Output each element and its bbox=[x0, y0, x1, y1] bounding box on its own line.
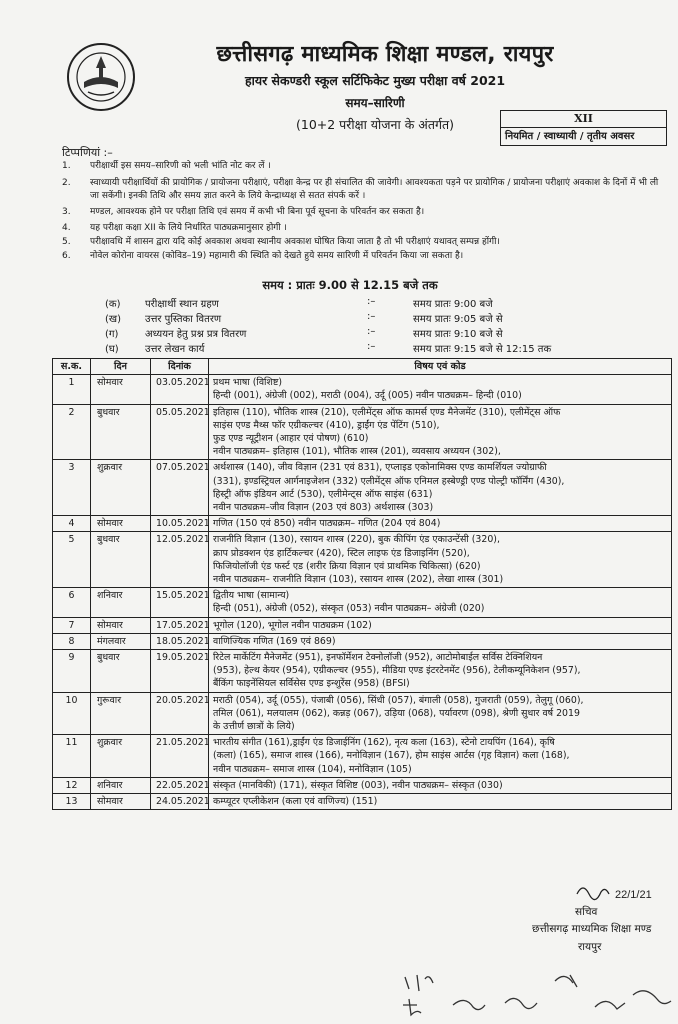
header-date: दिनांक bbox=[151, 359, 209, 375]
cell-day: सोमवार bbox=[91, 794, 151, 810]
subject-line: कम्प्यूटर एप्लीकेशन (कला एवं वाणिज्य) (151) bbox=[213, 796, 378, 808]
header-subject: विषय एवं कोड bbox=[209, 359, 672, 375]
schedule-activity: अध्ययन हेतु प्रश्न प्रत्र वितरण bbox=[145, 329, 247, 340]
cell-subjects bbox=[209, 617, 672, 633]
cell-sn: 5 bbox=[53, 532, 91, 588]
class-label: XII bbox=[501, 111, 666, 128]
table-row bbox=[53, 588, 672, 617]
subject-line: भारतीय संगीत (161),ड्राईंग एंड डिजाईनिंग (162), नृत्य कला (163), स्टेनो टायपिंग (164), कृषि bbox=[213, 737, 555, 749]
signature-date: 22/1/21 bbox=[615, 889, 652, 901]
schedule-label: (ग) bbox=[105, 329, 119, 340]
cell-date: 24.05.2021 bbox=[151, 794, 209, 810]
table-row bbox=[53, 532, 672, 588]
subject-line: प्रथम भाषा (विशिष्ट) bbox=[213, 377, 282, 389]
header-day: दिन bbox=[91, 359, 151, 375]
cell-day: सोमवार bbox=[91, 516, 151, 532]
schedule-time: समय प्रातः 9:15 बजे से 12:15 तक bbox=[413, 344, 552, 355]
table-row bbox=[53, 617, 672, 633]
table-row bbox=[53, 650, 672, 693]
table-header-row bbox=[53, 359, 672, 375]
note-number: 3. bbox=[62, 207, 71, 217]
cell-sn: 12 bbox=[53, 777, 91, 793]
exam-time: समय : प्रातः 9.00 से 12.15 बजे तक bbox=[262, 278, 438, 292]
subject-line: नवीन पाठ्यक्रम– समाज शास्त्र (104), मनोविज्ञान (105) bbox=[213, 763, 412, 775]
cell-sn: 4 bbox=[53, 516, 91, 532]
table-row bbox=[53, 794, 672, 810]
subject-line: नवीन पाठ्यक्रम– राजनीति विज्ञान (103), रसायन शास्त्र (202), लेखा शास्त्र (301) bbox=[213, 574, 504, 586]
table-row bbox=[53, 633, 672, 649]
cell-date: 19.05.2021 bbox=[151, 650, 209, 693]
exam-subtitle: हायर सेकण्डरी स्कूल सर्टिफिकेट मुख्य परीक्षा वर्ष 2021 bbox=[244, 73, 506, 88]
cell-date: 15.05.2021 bbox=[151, 588, 209, 617]
subject-line: नवीन पाठ्यक्रम–जीव विज्ञान (203 एवं 803) अर्थशास्त्र (303) bbox=[213, 502, 434, 514]
board-title: छत्तीसगढ़ माध्यमिक शिक्षा मण्डल, रायपुर bbox=[216, 42, 554, 67]
subject-line: साइंस एण्ड मैथ्स फॉर एग्रीकल्चर (410), ड्राईंग एंड पेंटिंग (510), bbox=[213, 419, 440, 431]
cell-date: 20.05.2021 bbox=[151, 692, 209, 735]
schedule-label: (ख) bbox=[105, 314, 121, 325]
subject-line: हिन्दी (001), अंग्रेजी (002), मराठी (004), उर्दू (005) नवीन पाठ्यक्रम– हिन्दी (010) bbox=[213, 390, 522, 402]
cell-sn: 13 bbox=[53, 794, 91, 810]
cell-sn: 2 bbox=[53, 404, 91, 460]
cell-subjects bbox=[209, 692, 672, 735]
subject-line: हिन्दी (051), अंग्रेजी (052), संस्कृत (053) नवीन पाठ्यक्रम– अंग्रेजी (020) bbox=[213, 603, 485, 615]
note-text: परीक्षावधि में शासन द्वारा यदि कोई अवकाश अथवा स्थानीय अवकाश घोषित किया जाता है तो भी परीक्षाएं यथावत् सम्पन्न होंगी। bbox=[90, 237, 500, 247]
cell-sn: 7 bbox=[53, 617, 91, 633]
cell-date: 12.05.2021 bbox=[151, 532, 209, 588]
signature-mark bbox=[575, 880, 675, 904]
cell-subjects bbox=[209, 460, 672, 516]
table-row bbox=[53, 735, 672, 778]
subject-line: इतिहास (110), भौतिक शास्त्र (210), एलीमेंट्स ऑफ कामर्स एण्ड मैनेजमेंट (310), एलीमेंट्स ऑफ bbox=[213, 406, 561, 418]
cell-day: शनिवार bbox=[91, 777, 151, 793]
cell-subjects bbox=[209, 650, 672, 693]
cell-day: शुक्रवार bbox=[91, 735, 151, 778]
subject-line: बैंकिंग फाइनेंसियल सर्विसेस एण्ड इन्शुरेंस (958) (BFSI) bbox=[213, 678, 410, 690]
cell-date: 21.05.2021 bbox=[151, 735, 209, 778]
cell-subjects bbox=[209, 735, 672, 778]
note-text: नोवेल कोरोना वायरस (कोविड–19) महामारी की स्थिति को देखते हुये समय सारिणी में परिवर्तन किया जा सकता है। bbox=[90, 251, 464, 261]
notes-heading: टिप्पणियां :– bbox=[62, 146, 113, 159]
cell-date: 10.05.2021 bbox=[151, 516, 209, 532]
subject-line: वाणिज्यिक गणित (169 एवं 869) bbox=[213, 635, 336, 647]
table-row bbox=[53, 460, 672, 516]
subject-line: मराठी (054), उर्दू (055), पंजाबी (056), सिंधी (057), बंगाली (058), गुजराती (059), तेलुगू (060), bbox=[213, 694, 584, 706]
subject-line: नवीन पाठ्यक्रम– इतिहास (101), भौतिक शास्त्र (201), व्यवसाय अध्ययन (302), bbox=[213, 446, 501, 458]
cell-day: बुधवार bbox=[91, 404, 151, 460]
cell-subjects bbox=[209, 516, 672, 532]
cell-day: मंगलवार bbox=[91, 633, 151, 649]
subject-line: रिटेल मार्केटिंग मैनेजमेंट (951), इनफॉर्मेशन टेक्नोलॉजी (952), आटोमोबाईल सर्विस टेक्निशियन bbox=[213, 652, 543, 664]
schedule-sep: :– bbox=[367, 341, 376, 352]
schedule-row bbox=[105, 296, 625, 311]
note-text: स्वाध्यायी परीक्षार्थियों की प्रायोगिक / प्रायोजना परीक्षाएं, परीक्षा केन्द्र पर ही संचालित की जावेगी। आवश्यकता पड़ने पर प्रायोगिक / प्रायोजना परीक्षाएं अवकाश के दिनों में भी ली जा सकेंगी। इनकी तिथि और समय ज्ञात करने के लिये केन्द्राध्यक्ष से सतत संपर्क करें । bbox=[90, 178, 659, 201]
cell-date: 18.05.2021 bbox=[151, 633, 209, 649]
subject-line: क्राप प्रोडक्शन एंड हार्टिकल्चर (420), स्टिल लाइफ एंड डिजाइनिंग (520), bbox=[213, 547, 470, 559]
header-sn: स.क. bbox=[53, 359, 91, 375]
timetable-label: समय–सारिणी bbox=[345, 96, 405, 110]
cell-sn: 3 bbox=[53, 460, 91, 516]
subject-line: गणित (150 एवं 850) नवीन पाठ्यक्रम– गणित (204 एवं 804) bbox=[213, 518, 441, 530]
table-row bbox=[53, 777, 672, 793]
subject-line: फुड एण्ड न्यूट्रीशन (आहार एवं पोषण) (610) bbox=[213, 433, 369, 445]
note-text: परीक्षार्थी इस समय–सारिणी को भली भांति नोट कर लें । bbox=[90, 161, 271, 171]
cell-day: शुक्रवार bbox=[91, 460, 151, 516]
subject-line: राजनीति विज्ञान (130), रसायन शास्त्र (220), बुक कीपिंग एंड एकाउन्टेंसी (320), bbox=[213, 534, 500, 546]
schedule-row bbox=[105, 326, 625, 341]
note-number: 4. bbox=[62, 223, 71, 233]
subject-line: भूगोल (120), भूगोल नवीन पाठ्यक्रम (102) bbox=[213, 619, 372, 631]
table-row bbox=[53, 516, 672, 532]
table-body bbox=[53, 375, 672, 810]
schedule-time: समय प्रातः 9:00 बजे bbox=[413, 299, 493, 310]
schedule-time: समय प्रातः 9:10 बजे से bbox=[413, 329, 503, 340]
cell-date: 07.05.2021 bbox=[151, 460, 209, 516]
cell-sn: 10 bbox=[53, 692, 91, 735]
cell-sn: 1 bbox=[53, 375, 91, 404]
cell-subjects bbox=[209, 794, 672, 810]
subject-line: के उत्तीर्ण छात्रों के लिये) bbox=[213, 721, 295, 733]
cell-sn: 11 bbox=[53, 735, 91, 778]
note-number: 6. bbox=[62, 251, 71, 261]
cell-day: बुधवार bbox=[91, 650, 151, 693]
schedule-activity: परीक्षार्थी स्थान ग्रहण bbox=[145, 299, 219, 310]
cell-day: शनिवार bbox=[91, 588, 151, 617]
schedule-row bbox=[105, 341, 625, 356]
schedule-activity: उत्तर पुस्तिका वितरण bbox=[145, 314, 222, 325]
schedule-sep: :– bbox=[367, 296, 376, 307]
schedule-sep: :– bbox=[367, 326, 376, 337]
schedule-activity: उत्तर लेखन कार्य bbox=[145, 344, 205, 355]
cell-subjects bbox=[209, 777, 672, 793]
subject-line: (331), इण्डस्ट्रियल आर्गनाइजेशन (332) एलीमेंट्स ऑफ एनिमल हस्बेण्ड्री एण्ड पोल्ट्री फॉर्मिंग (430), bbox=[213, 475, 565, 487]
secretary-designation: सचिव bbox=[575, 906, 598, 918]
table-row bbox=[53, 375, 672, 404]
note-number: 2. bbox=[62, 178, 71, 188]
secretary-organization: छत्तीसगढ़ माध्यमिक शिक्षा मण्ड bbox=[532, 923, 652, 935]
cell-date: 17.05.2021 bbox=[151, 617, 209, 633]
cell-day: सोमवार bbox=[91, 375, 151, 404]
cell-date: 22.05.2021 bbox=[151, 777, 209, 793]
schedule-time: समय प्रातः 9:05 बजे से bbox=[413, 314, 503, 325]
subject-line: (कला) (165), समाज शास्त्र (166), मनोविज्ञान (167), होम साइंस आर्टस (गृह विज्ञान) कला (168), bbox=[213, 750, 570, 762]
cell-subjects bbox=[209, 588, 672, 617]
cell-sn: 9 bbox=[53, 650, 91, 693]
cell-date: 05.05.2021 bbox=[151, 404, 209, 460]
subject-line: तमिल (061), मलयालम (062), कन्नड़ (067), उड़िया (068), पर्यावरण (098), श्रेणी सुधार वर्ष 2019 bbox=[213, 707, 580, 719]
table-row bbox=[53, 404, 672, 460]
cell-date: 03.05.2021 bbox=[151, 375, 209, 404]
subject-line: (953), हेल्थ केयर (954), एग्रीकल्चर (955), मीडिया एण्ड इंटरटेनमेंट (956), टेलीकम्यूनिकेशन (957), bbox=[213, 665, 581, 677]
cell-day: बुधवार bbox=[91, 532, 151, 588]
cell-sn: 8 bbox=[53, 633, 91, 649]
cell-sn: 6 bbox=[53, 588, 91, 617]
subject-line: संस्कृत (मानविकी) (171), संस्कृत विशिष्ट (003), नवीन पाठ्यक्रम– संस्कृत (030) bbox=[213, 779, 503, 791]
scheme-label: (10+2 परीक्षा योजना के अंतर्गत) bbox=[295, 117, 454, 132]
subject-line: फिजियोलॉजी एंड फर्स्ट एड (शरीर क्रिया विज्ञान एवं प्राथमिक चिकित्सा) (620) bbox=[213, 560, 481, 572]
cell-day: गुरूवार bbox=[91, 692, 151, 735]
schedule-label: (घ) bbox=[105, 344, 119, 355]
class-box bbox=[500, 110, 667, 146]
schedule-row bbox=[105, 311, 625, 326]
cell-subjects bbox=[209, 404, 672, 460]
subject-line: द्वितीय भाषा (सामान्य) bbox=[213, 590, 290, 602]
note-number: 1. bbox=[62, 161, 71, 171]
cell-subjects bbox=[209, 532, 672, 588]
initials-scribbles bbox=[395, 965, 675, 1020]
note-text: यह परीक्षा कक्षा XII के लिये निर्धारित पाठ्यक्रमानुसार होगी । bbox=[90, 223, 287, 233]
candidate-type: नियमित / स्वाध्यायी / तृतीय अवसर bbox=[505, 131, 635, 142]
schedule-sep: :– bbox=[367, 311, 376, 322]
subject-line: हिस्ट्री ऑफ इंडियन आर्ट (530), एलीमेन्ट्स ऑफ साइंस (631) bbox=[213, 488, 433, 500]
schedule-label: (क) bbox=[105, 299, 121, 310]
note-number: 5. bbox=[62, 237, 71, 247]
secretary-city: रायपुर bbox=[578, 941, 602, 953]
table-row bbox=[53, 692, 672, 735]
subject-line: अर्थशास्त्र (140), जीव विज्ञान (231 एवं 831), एप्लाइड एकोनामिक्स एण्ड कामर्शियल ज्योग्राफी bbox=[213, 462, 547, 474]
note-text: मण्डल, आवश्यक होने पर परीक्षा तिथि एवं समय में कभी भी बिना पूर्व सूचना के परिवर्तन कर सकता है। bbox=[90, 207, 425, 217]
cell-subjects bbox=[209, 375, 672, 404]
exam-schedule-table bbox=[52, 358, 672, 810]
board-seal-icon bbox=[66, 42, 136, 112]
cell-subjects bbox=[209, 633, 672, 649]
cell-day: सोमवार bbox=[91, 617, 151, 633]
